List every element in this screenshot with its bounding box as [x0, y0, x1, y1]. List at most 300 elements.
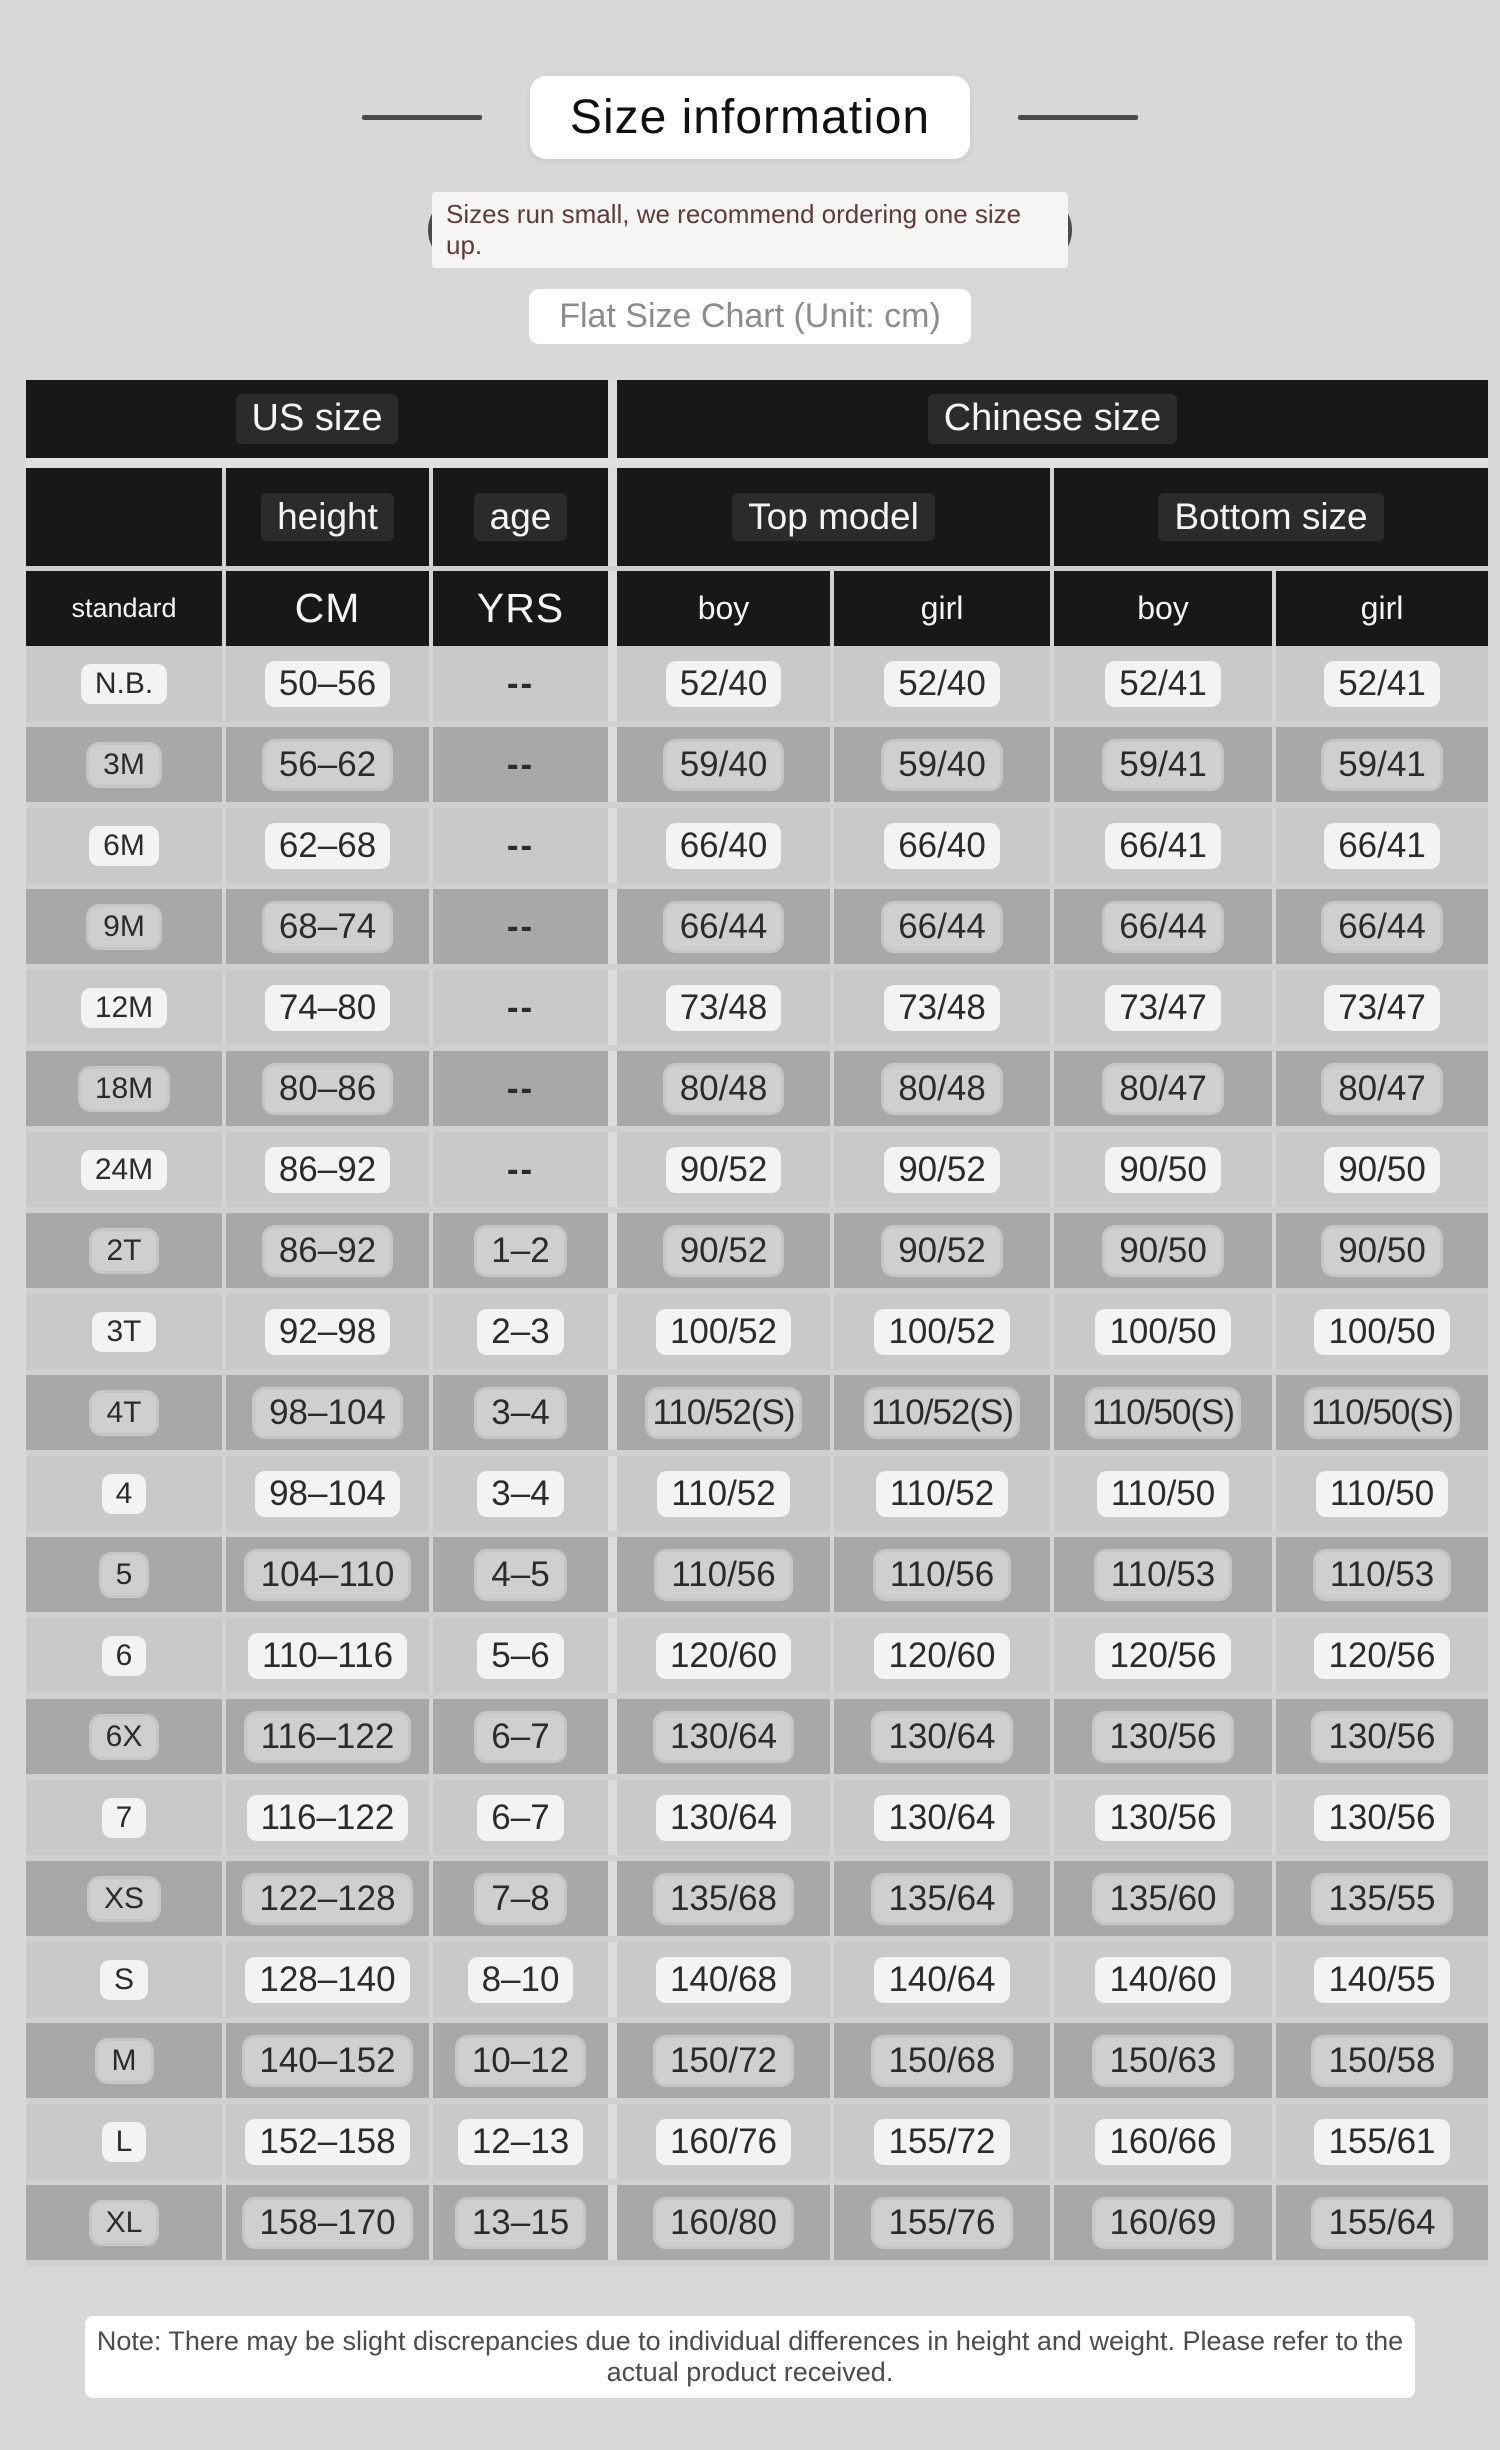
cell-top_girl	[830, 1537, 1050, 1612]
cell-value: 130/56	[1314, 1714, 1449, 1760]
cell-bottom_girl	[1272, 1942, 1488, 2017]
cell-standard	[26, 1132, 222, 1207]
subheader-bottom-size	[1050, 468, 1488, 566]
cell-top_girl	[830, 1213, 1050, 1288]
cell-value: 140–152	[245, 2038, 409, 2084]
cell-value: S	[100, 1960, 148, 2000]
cell-age	[429, 1699, 608, 1774]
cell-top_boy	[608, 808, 830, 883]
cell-value: 3–4	[477, 1390, 563, 1436]
cell-value: --	[506, 744, 535, 784]
table-column-header-row	[26, 571, 1488, 646]
cell-value: 68–74	[265, 904, 390, 950]
cell-value: 135/55	[1314, 1876, 1449, 1922]
cell-age	[429, 1051, 608, 1126]
cell-standard	[26, 889, 222, 964]
cell-age	[429, 1861, 608, 1936]
cell-value: 120/56	[1095, 1633, 1230, 1679]
cell-value: 135/64	[874, 1876, 1009, 1922]
cell-value: 59/41	[1105, 742, 1221, 788]
cell-value: 120/60	[874, 1633, 1009, 1679]
cell-bottom_girl	[1272, 1618, 1488, 1693]
cell-bottom_girl	[1272, 727, 1488, 802]
cell-bottom_boy	[1050, 1132, 1272, 1207]
cell-top_boy	[608, 2023, 830, 2098]
cell-value: 52/40	[666, 661, 782, 707]
cell-value: 5–6	[477, 1633, 563, 1679]
table-row	[26, 1132, 1488, 1213]
table-row	[26, 2023, 1488, 2104]
table-row	[26, 727, 1488, 808]
cell-top_boy	[608, 1375, 830, 1450]
subheader-height	[222, 468, 429, 566]
cell-standard	[26, 2104, 222, 2179]
cell-standard	[26, 1618, 222, 1693]
cell-value: 104–110	[247, 1552, 409, 1598]
cell-top_boy	[608, 1699, 830, 1774]
col-header-bottom-girl: girl	[1272, 571, 1488, 646]
cell-top_boy	[608, 1456, 830, 1531]
cell-value: --	[506, 825, 535, 865]
cell-bottom_girl	[1272, 1132, 1488, 1207]
cell-value: 90/50	[1324, 1228, 1440, 1274]
cell-value: 8–10	[468, 1957, 574, 2003]
cell-value: 135/68	[656, 1876, 791, 1922]
cell-bottom_boy	[1050, 1618, 1272, 1693]
cell-value: 52/40	[884, 661, 1000, 707]
cell-age	[429, 808, 608, 883]
col-header-top-boy: boy	[608, 571, 830, 646]
cell-value: 90/52	[666, 1147, 782, 1193]
cell-bottom_boy	[1050, 1942, 1272, 2017]
cell-top_girl	[830, 2104, 1050, 2179]
cell-height	[222, 2104, 429, 2179]
cell-height	[222, 727, 429, 802]
cell-top_girl	[830, 1861, 1050, 1936]
cell-value: 4T	[92, 1393, 155, 1433]
cell-bottom_girl	[1272, 1699, 1488, 1774]
size-notice-pill	[428, 195, 1072, 265]
size-information-page	[0, 76, 1500, 2398]
cell-age	[429, 2185, 608, 2260]
footer-note: Note: There may be slight discrepancies due to individual differences in height and weight. Please refer to the actual product received.	[85, 2316, 1415, 2398]
cell-value: 155/76	[874, 2200, 1009, 2246]
col-header-cm: CM	[222, 571, 429, 646]
cell-value: 2T	[92, 1231, 155, 1271]
cell-top_boy	[608, 1861, 830, 1936]
cell-value: 116–122	[247, 1795, 409, 1841]
cell-value: 62–68	[265, 823, 390, 869]
cell-top_boy	[608, 1213, 830, 1288]
cell-top_girl	[830, 1699, 1050, 1774]
cell-value: 6	[102, 1636, 147, 1676]
table-group-header-row	[26, 380, 1488, 458]
cell-value: 152–158	[245, 2119, 409, 2165]
cell-value: 3–4	[477, 1471, 563, 1517]
cell-height	[222, 1051, 429, 1126]
cell-standard	[26, 646, 222, 721]
cell-age	[429, 1375, 608, 1450]
cell-value: 155/64	[1314, 2200, 1449, 2246]
cell-value: 100/52	[874, 1309, 1009, 1355]
cell-value: 155/72	[874, 2119, 1009, 2165]
cell-value: 130/64	[656, 1714, 791, 1760]
size-table	[26, 380, 1488, 2266]
cell-height	[222, 1699, 429, 1774]
subheader-age-label: age	[474, 493, 568, 542]
cell-top_girl	[830, 1294, 1050, 1369]
cell-top_girl	[830, 1780, 1050, 1855]
cell-value: 3M	[89, 745, 159, 785]
cell-bottom_boy	[1050, 1456, 1272, 1531]
cell-bottom_boy	[1050, 889, 1272, 964]
cell-value: L	[102, 2122, 147, 2162]
chart-subtitle: Flat Size Chart (Unit: cm)	[529, 289, 971, 344]
cell-age	[429, 1213, 608, 1288]
cell-value: 110/52	[876, 1471, 1008, 1517]
cell-bottom_boy	[1050, 1861, 1272, 1936]
cell-bottom_boy	[1050, 808, 1272, 883]
group-header-us-label: US size	[236, 394, 399, 444]
cell-value: --	[506, 987, 535, 1027]
cell-value: 66/40	[666, 823, 782, 869]
cell-value: 86–92	[265, 1228, 390, 1274]
table-row	[26, 808, 1488, 889]
header-divider-band	[26, 458, 1488, 468]
table-row	[26, 1051, 1488, 1132]
cell-top_girl	[830, 808, 1050, 883]
cell-value: 110/56	[657, 1552, 789, 1598]
cell-bottom_boy	[1050, 1780, 1272, 1855]
cell-value: 73/48	[884, 985, 1000, 1031]
cell-age	[429, 1618, 608, 1693]
cell-height	[222, 1861, 429, 1936]
cell-value: 120/56	[1314, 1633, 1449, 1679]
cell-value: 10–12	[458, 2038, 583, 2084]
cell-value: 59/40	[884, 742, 1000, 788]
cell-height	[222, 1213, 429, 1288]
cell-standard	[26, 1942, 222, 2017]
cell-bottom_girl	[1272, 2104, 1488, 2179]
cell-value: 128–140	[245, 1957, 409, 2003]
cell-age	[429, 1456, 608, 1531]
cell-bottom_boy	[1050, 1375, 1272, 1450]
cell-bottom_boy	[1050, 646, 1272, 721]
cell-value: 4	[102, 1474, 147, 1514]
cell-top_boy	[608, 1132, 830, 1207]
col-header-standard: standard	[26, 571, 222, 646]
table-row	[26, 2104, 1488, 2185]
cell-height	[222, 808, 429, 883]
table-row	[26, 1537, 1488, 1618]
subheader-height-label: height	[261, 493, 394, 542]
table-row	[26, 1861, 1488, 1942]
cell-value: 110/56	[876, 1552, 1008, 1598]
cell-bottom_boy	[1050, 2023, 1272, 2098]
cell-top_girl	[830, 1051, 1050, 1126]
cell-top_girl	[830, 889, 1050, 964]
cell-value: 5	[102, 1555, 147, 1595]
subheader-top-model	[608, 468, 1050, 566]
cell-value: 6X	[92, 1717, 157, 1757]
cell-value: 98–104	[255, 1390, 400, 1436]
cell-age	[429, 646, 608, 721]
cell-value: 140/68	[656, 1957, 791, 2003]
cell-bottom_boy	[1050, 2104, 1272, 2179]
cell-top_boy	[608, 727, 830, 802]
cell-standard	[26, 1213, 222, 1288]
cell-value: 158–170	[245, 2200, 409, 2246]
title-left-dash	[362, 115, 482, 120]
cell-value: 110/50	[1097, 1471, 1229, 1517]
table-row	[26, 1294, 1488, 1375]
cell-value: 59/40	[666, 742, 782, 788]
cell-value: 3T	[92, 1312, 155, 1352]
cell-value: 130/56	[1095, 1795, 1230, 1841]
cell-standard	[26, 1294, 222, 1369]
cell-value: 4–5	[477, 1552, 563, 1598]
cell-value: 90/50	[1105, 1228, 1221, 1274]
cell-value: --	[506, 906, 535, 946]
cell-height	[222, 970, 429, 1045]
cell-value: 74–80	[265, 985, 390, 1031]
group-header-chinese-size	[608, 380, 1488, 458]
cell-value: 100/52	[656, 1309, 791, 1355]
cell-height	[222, 1456, 429, 1531]
cell-standard	[26, 808, 222, 883]
cell-value: 160/76	[656, 2119, 791, 2165]
cell-value: 110/52(S)	[867, 1390, 1017, 1436]
cell-height	[222, 2185, 429, 2260]
table-row	[26, 970, 1488, 1051]
table-row	[26, 1942, 1488, 2023]
cell-value: 73/47	[1105, 985, 1221, 1031]
cell-value: 150/72	[656, 2038, 791, 2084]
cell-age	[429, 1942, 608, 2017]
cell-value: 80–86	[265, 1066, 390, 1112]
cell-bottom_girl	[1272, 1294, 1488, 1369]
cell-age	[429, 2023, 608, 2098]
cell-value: 140/60	[1095, 1957, 1230, 2003]
cell-value: 66/44	[884, 904, 1000, 950]
cell-value: XS	[90, 1879, 158, 1919]
cell-top_girl	[830, 727, 1050, 802]
cell-top_boy	[608, 1618, 830, 1693]
table-row	[26, 2185, 1488, 2266]
cell-value: 56–62	[265, 742, 390, 788]
cell-bottom_girl	[1272, 646, 1488, 721]
table-row	[26, 1375, 1488, 1456]
table-body	[26, 646, 1488, 2266]
cell-top_girl	[830, 646, 1050, 721]
cell-age	[429, 727, 608, 802]
cell-value: 6–7	[477, 1795, 563, 1841]
cell-top_boy	[608, 1051, 830, 1126]
cell-value: 160/80	[656, 2200, 791, 2246]
cell-bottom_girl	[1272, 2185, 1488, 2260]
cell-bottom_girl	[1272, 1780, 1488, 1855]
cell-age	[429, 1294, 608, 1369]
table-row	[26, 1699, 1488, 1780]
col-header-bottom-boy: boy	[1050, 571, 1272, 646]
cell-age	[429, 889, 608, 964]
cell-value: 52/41	[1324, 661, 1440, 707]
cell-standard	[26, 970, 222, 1045]
cell-height	[222, 1294, 429, 1369]
cell-value: 130/64	[656, 1795, 791, 1841]
cell-top_girl	[830, 1456, 1050, 1531]
cell-bottom_girl	[1272, 1213, 1488, 1288]
cell-top_boy	[608, 1780, 830, 1855]
cell-value: 66/44	[666, 904, 782, 950]
cell-height	[222, 1618, 429, 1693]
col-header-yrs: YRS	[429, 571, 608, 646]
cell-value: 80/48	[666, 1066, 782, 1112]
page-title: Size information	[530, 76, 970, 159]
cell-height	[222, 889, 429, 964]
cell-standard	[26, 2185, 222, 2260]
group-header-us-size	[26, 380, 608, 458]
cell-bottom_girl	[1272, 1051, 1488, 1126]
cell-value: 160/66	[1095, 2119, 1230, 2165]
table-row	[26, 1618, 1488, 1699]
col-header-top-girl: girl	[830, 571, 1050, 646]
cell-age	[429, 1132, 608, 1207]
cell-bottom_boy	[1050, 2185, 1272, 2260]
cell-value: XL	[92, 2203, 157, 2243]
cell-standard	[26, 2023, 222, 2098]
cell-value: 140/64	[874, 1957, 1009, 2003]
cell-value: 155/61	[1314, 2119, 1449, 2165]
cell-value: 135/60	[1095, 1876, 1230, 1922]
cell-bottom_girl	[1272, 808, 1488, 883]
cell-value: 92–98	[265, 1309, 390, 1355]
cell-value: 6M	[89, 826, 159, 866]
cell-bottom_boy	[1050, 1213, 1272, 1288]
cell-top_girl	[830, 1132, 1050, 1207]
cell-value: 100/50	[1314, 1309, 1449, 1355]
subheader-age	[429, 468, 608, 566]
cell-age	[429, 1537, 608, 1612]
cell-value: 18M	[81, 1069, 167, 1109]
cell-value: 80/47	[1324, 1066, 1440, 1112]
table-row	[26, 1780, 1488, 1861]
cell-value: 100/50	[1095, 1309, 1230, 1355]
cell-value: 120/60	[656, 1633, 791, 1679]
cell-value: 98–104	[255, 1471, 400, 1517]
subheader-bottom-size-label: Bottom size	[1158, 493, 1383, 542]
cell-top_boy	[608, 646, 830, 721]
cell-bottom_girl	[1272, 889, 1488, 964]
table-row	[26, 889, 1488, 970]
cell-value: 130/64	[874, 1795, 1009, 1841]
cell-value: 52/41	[1105, 661, 1221, 707]
cell-value: 66/44	[1324, 904, 1440, 950]
cell-value: --	[506, 1068, 535, 1108]
cell-top_girl	[830, 1618, 1050, 1693]
title-right-dash	[1018, 115, 1138, 120]
cell-value: 66/41	[1105, 823, 1221, 869]
cell-bottom_boy	[1050, 1294, 1272, 1369]
cell-value: 73/48	[666, 985, 782, 1031]
table-row	[26, 646, 1488, 727]
cell-value: 90/52	[884, 1147, 1000, 1193]
cell-value: 90/50	[1105, 1147, 1221, 1193]
cell-value: 86–92	[265, 1147, 390, 1193]
cell-value: 110–116	[248, 1633, 407, 1679]
cell-value: 7–8	[477, 1876, 563, 1922]
cell-top_boy	[608, 1294, 830, 1369]
subheader-top-model-label: Top model	[732, 493, 935, 542]
cell-top_boy	[608, 2185, 830, 2260]
cell-top_girl	[830, 2023, 1050, 2098]
cell-bottom_boy	[1050, 1537, 1272, 1612]
cell-value: 50–56	[265, 661, 390, 707]
cell-value: 140/55	[1314, 1957, 1449, 2003]
cell-value: 66/44	[1105, 904, 1221, 950]
cell-height	[222, 1537, 429, 1612]
size-notice-text: Sizes run small, we recommend ordering one size up.	[432, 192, 1068, 268]
cell-bottom_girl	[1272, 1456, 1488, 1531]
cell-standard	[26, 1780, 222, 1855]
cell-value: 160/69	[1095, 2200, 1230, 2246]
cell-top_boy	[608, 1537, 830, 1612]
cell-value: 59/41	[1324, 742, 1440, 788]
cell-value: 110/50	[1316, 1471, 1448, 1517]
cell-value: M	[98, 2041, 151, 2081]
cell-bottom_girl	[1272, 1861, 1488, 1936]
cell-value: 110/50(S)	[1307, 1390, 1457, 1436]
cell-height	[222, 1375, 429, 1450]
cell-top_girl	[830, 970, 1050, 1045]
cell-value: 110/52(S)	[648, 1390, 798, 1436]
cell-value: 9M	[89, 907, 159, 947]
cell-value: 80/48	[884, 1066, 1000, 1112]
cell-standard	[26, 727, 222, 802]
cell-height	[222, 1132, 429, 1207]
cell-value: 116–122	[247, 1714, 409, 1760]
cell-value: 12–13	[458, 2119, 583, 2165]
cell-standard	[26, 1861, 222, 1936]
cell-top_boy	[608, 970, 830, 1045]
cell-age	[429, 1780, 608, 1855]
cell-height	[222, 646, 429, 721]
cell-value: 90/50	[1324, 1147, 1440, 1193]
cell-bottom_boy	[1050, 1051, 1272, 1126]
cell-standard	[26, 1699, 222, 1774]
cell-bottom_girl	[1272, 1537, 1488, 1612]
cell-value: 122–128	[245, 1876, 409, 1922]
cell-value: 150/58	[1314, 2038, 1449, 2084]
cell-value: 24M	[81, 1150, 167, 1190]
cell-bottom_boy	[1050, 727, 1272, 802]
cell-bottom_girl	[1272, 1375, 1488, 1450]
cell-value: 110/53	[1097, 1552, 1229, 1598]
cell-value: 66/40	[884, 823, 1000, 869]
cell-value: 130/56	[1095, 1714, 1230, 1760]
cell-standard	[26, 1375, 222, 1450]
cell-value: 13–15	[458, 2200, 583, 2246]
group-header-cn-label: Chinese size	[928, 394, 1178, 444]
cell-value: 7	[102, 1798, 147, 1838]
cell-height	[222, 1780, 429, 1855]
title-row	[0, 76, 1500, 159]
cell-value: 73/47	[1324, 985, 1440, 1031]
table-row	[26, 1213, 1488, 1294]
cell-value: 80/47	[1105, 1066, 1221, 1112]
cell-value: 130/64	[874, 1714, 1009, 1760]
cell-top_boy	[608, 1942, 830, 2017]
